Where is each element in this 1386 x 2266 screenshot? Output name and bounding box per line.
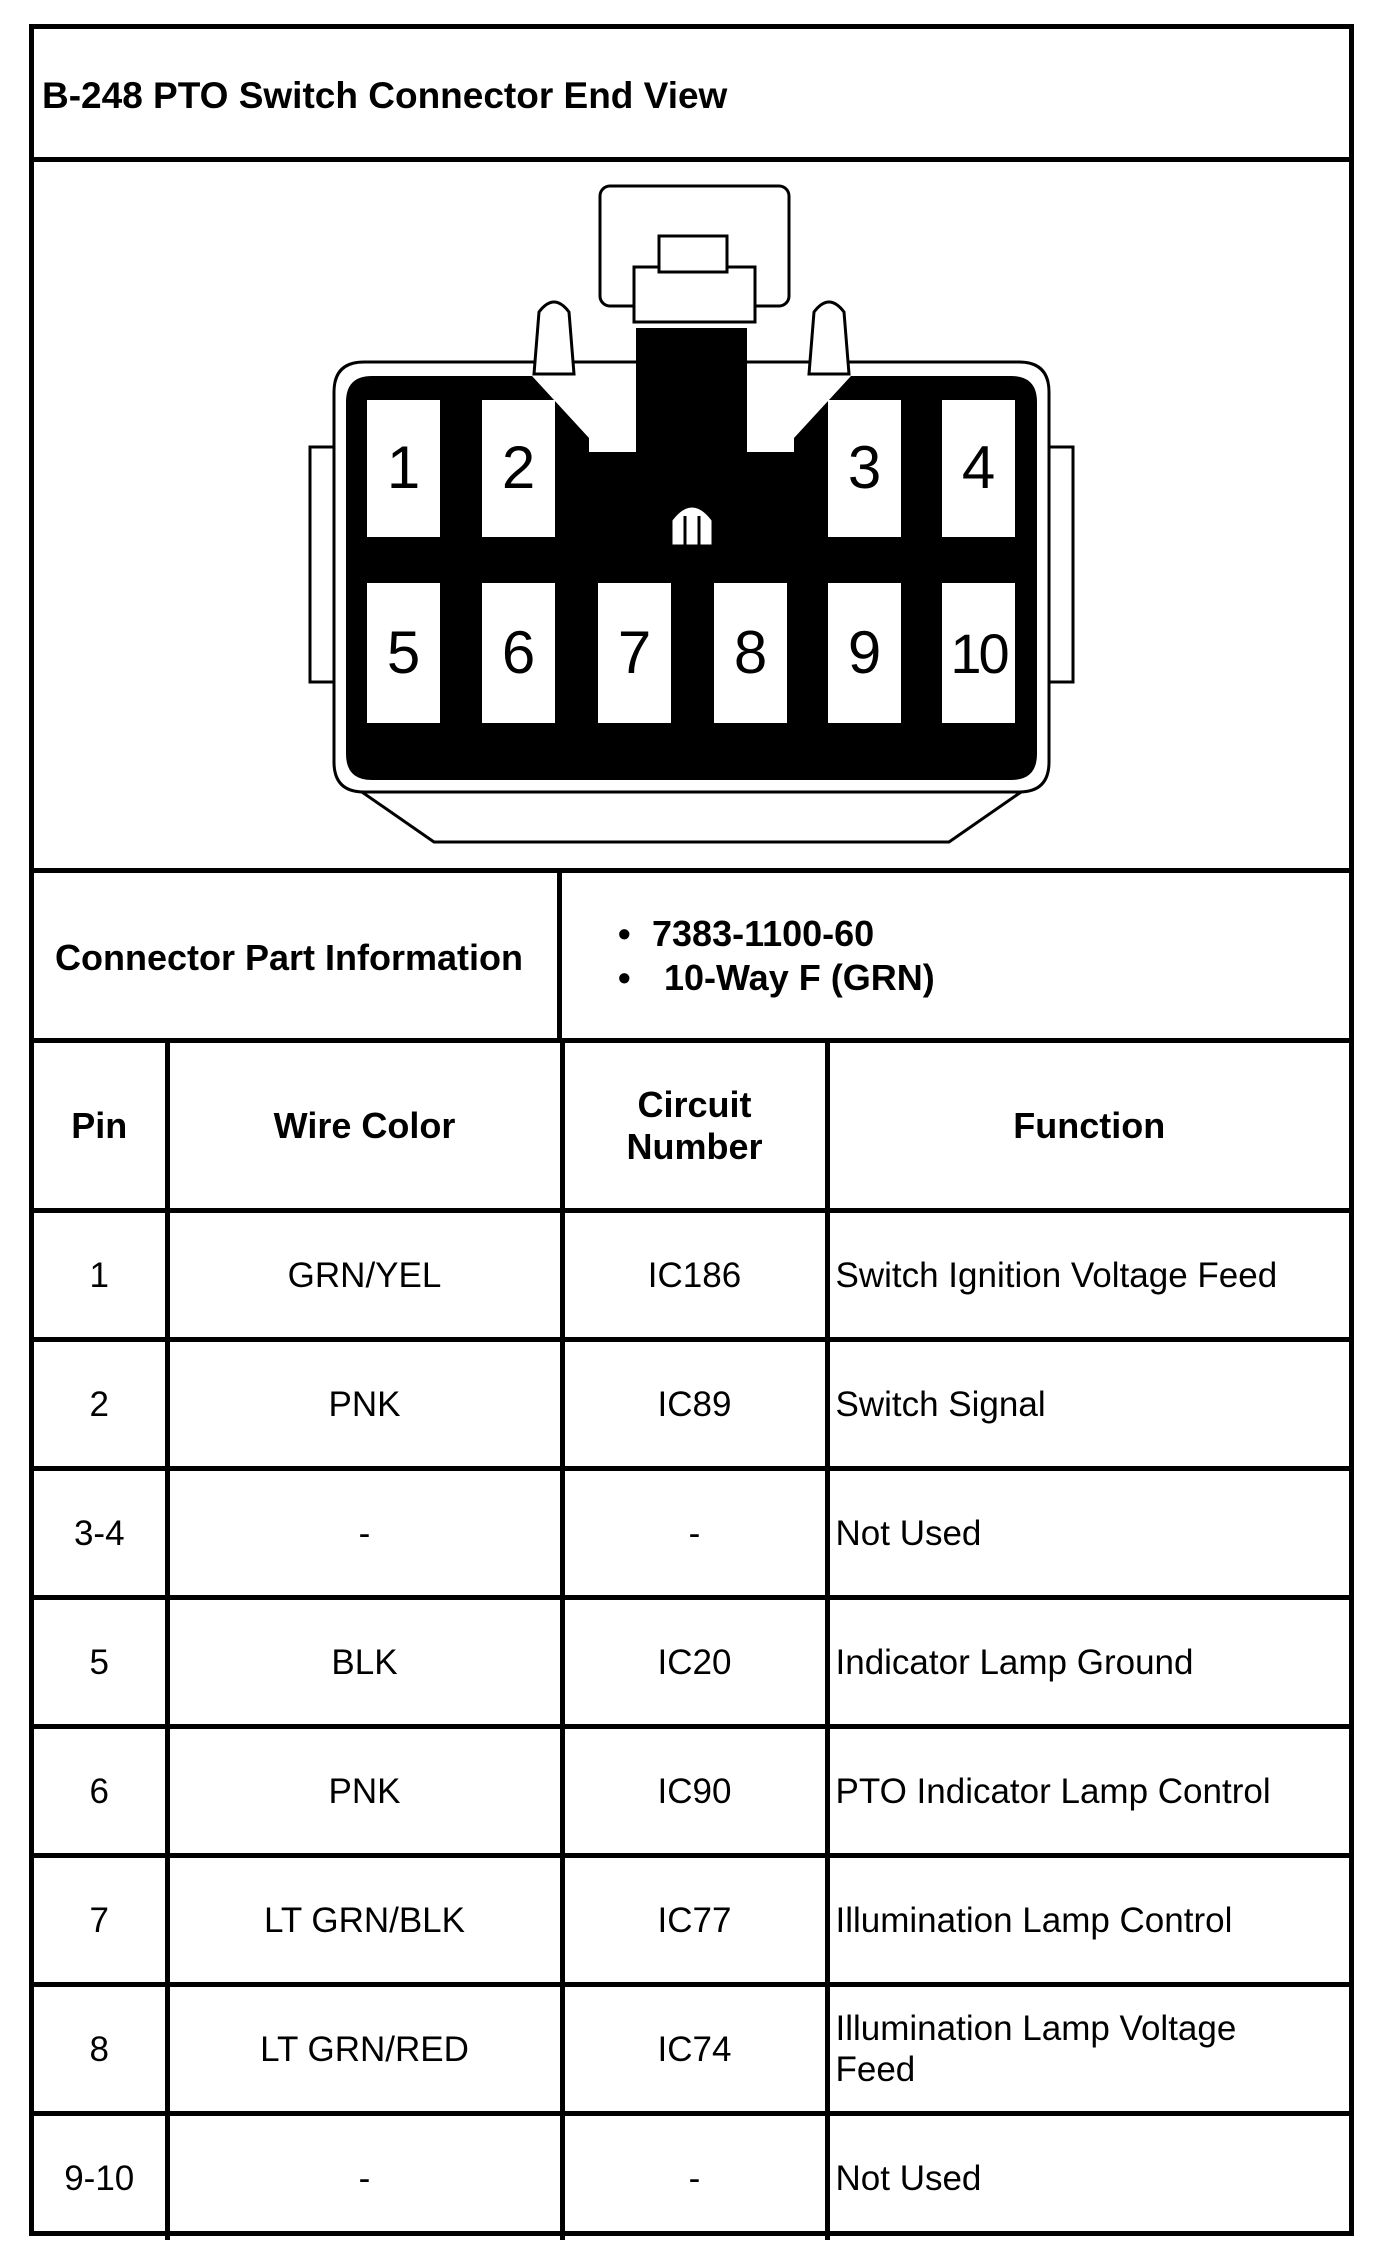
cavity-7 — [598, 583, 671, 723]
connector-type: 10-Way F (GRN) — [664, 957, 935, 998]
cavity-3 — [828, 400, 901, 537]
pin-cell: 9-10 — [34, 2114, 167, 2241]
cavity-label: 10 — [950, 622, 1007, 685]
table-row — [34, 1340, 1349, 1469]
cavity-4 — [942, 400, 1015, 537]
pin-cell: 5 — [34, 1598, 167, 1727]
connector-figure-cell — [34, 162, 1349, 873]
cavity-10 — [942, 583, 1015, 723]
connector-end-view-diagram — [34, 162, 1349, 868]
connector-face — [346, 328, 1037, 780]
cavity-label: 9 — [847, 619, 882, 686]
cavity-6 — [482, 583, 555, 723]
title-row — [34, 29, 1349, 162]
header-function: Function — [827, 1043, 1349, 1211]
pin-cell: 2 — [34, 1340, 167, 1469]
connector-part-info-label: Connector Part Information — [55, 937, 524, 978]
cavity-label: 6 — [501, 619, 536, 686]
right-lock-finger — [809, 302, 849, 374]
wire-color-cell: GRN/YEL — [167, 1211, 562, 1340]
cavity-1 — [367, 400, 440, 537]
function-cell: Not Used — [827, 2114, 1349, 2241]
function-cell: PTO Indicator Lamp Control — [827, 1727, 1349, 1856]
circuit-cell: IC90 — [562, 1727, 827, 1856]
polarization-key — [671, 506, 713, 546]
circuit-cell: IC186 — [562, 1211, 827, 1340]
pin-cell: 6 — [34, 1727, 167, 1856]
right-side-ear — [1047, 447, 1073, 682]
latch-tab — [659, 236, 727, 272]
circuit-cell: IC77 — [562, 1856, 827, 1985]
pin-cell: 8 — [34, 1985, 167, 2114]
function-cell: Illumination Lamp Voltage Feed — [827, 1985, 1349, 2114]
function-cell: Switch Signal — [827, 1340, 1349, 1469]
cavity-label: 2 — [501, 434, 536, 501]
part-number: 7383-1100-60 — [652, 913, 875, 954]
function-cell: Not Used — [827, 1469, 1349, 1598]
left-side-ear — [310, 447, 336, 682]
function-cell: Illumination Lamp Control — [827, 1856, 1349, 1985]
cavity-9 — [828, 583, 901, 723]
cavity-label: 4 — [961, 434, 996, 501]
cavity-2 — [482, 400, 555, 537]
table-row — [34, 1856, 1349, 1985]
connector-part-info-label-cell — [34, 873, 562, 1038]
latch-window — [634, 267, 755, 322]
table-header-row — [34, 1043, 1349, 1211]
header-circuit-number: Circuit Number — [562, 1043, 827, 1211]
table-row — [34, 1598, 1349, 1727]
pin-cell: 3-4 — [34, 1469, 167, 1598]
cavity-label: 5 — [386, 619, 421, 686]
table-row — [34, 1727, 1349, 1856]
part-number-item — [618, 913, 875, 955]
connector-part-info-row — [34, 873, 1349, 1043]
bullet-point: • — [618, 957, 631, 998]
table-row — [34, 1469, 1349, 1598]
circuit-cell: IC20 — [562, 1598, 827, 1727]
circuit-cell: - — [562, 1469, 827, 1598]
circuit-cell: IC74 — [562, 1985, 827, 2114]
wire-color-cell: PNK — [167, 1340, 562, 1469]
cavity-8 — [714, 583, 787, 723]
pin-cell: 1 — [34, 1211, 167, 1340]
wire-color-cell: BLK — [167, 1598, 562, 1727]
bullet-point: • — [618, 913, 631, 954]
table-row — [34, 2114, 1349, 2241]
circuit-cell: IC89 — [562, 1340, 827, 1469]
pin-cell: 7 — [34, 1856, 167, 1985]
cavity-label: 8 — [733, 619, 768, 686]
function-cell: Indicator Lamp Ground — [827, 1598, 1349, 1727]
connector-document — [29, 24, 1354, 2236]
function-cell: Switch Ignition Voltage Feed — [827, 1211, 1349, 1340]
connector-type-item — [618, 957, 935, 999]
cavity-label: 1 — [386, 434, 421, 501]
pinout-table — [34, 1043, 1349, 2240]
header-pin: Pin — [34, 1043, 167, 1211]
table-row — [34, 1211, 1349, 1340]
table-row — [34, 1985, 1349, 2114]
wire-color-cell: - — [167, 2114, 562, 2241]
wire-color-cell: PNK — [167, 1727, 562, 1856]
wire-color-cell: LT GRN/BLK — [167, 1856, 562, 1985]
document-title: B-248 PTO Switch Connector End View — [42, 75, 728, 116]
wire-color-cell: - — [167, 1469, 562, 1598]
left-lock-finger — [534, 302, 574, 374]
wire-color-cell: LT GRN/RED — [167, 1985, 562, 2114]
connector-part-info-values — [562, 873, 1349, 1038]
cavity-label: 7 — [617, 619, 652, 686]
cavity-label: 3 — [847, 434, 882, 501]
cavity-5 — [367, 583, 440, 723]
circuit-cell: - — [562, 2114, 827, 2241]
header-wire-color: Wire Color — [167, 1043, 562, 1211]
